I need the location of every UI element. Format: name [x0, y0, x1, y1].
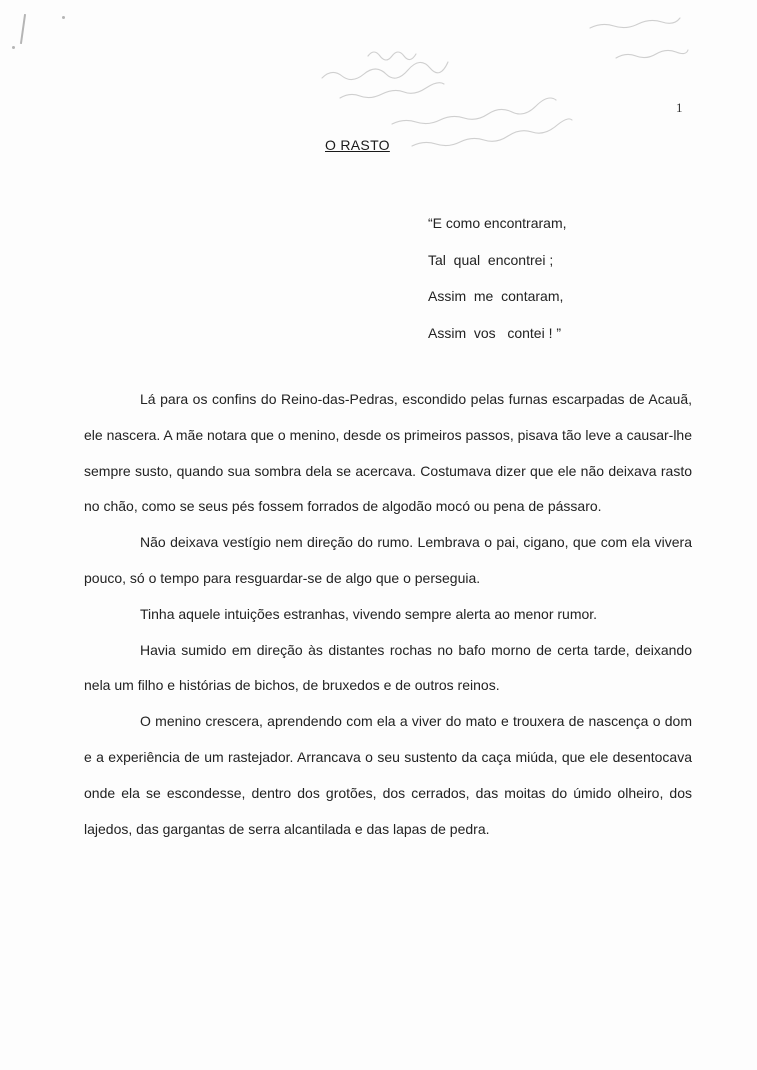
- epigraph-line: Assim me contaram,: [428, 288, 564, 304]
- paragraph: Havia sumido em direção às distantes rochas no bafo morno de certa tarde, deixando nela um filho e histórias de bichos, de bruxedos e de outros reinos.: [84, 641, 692, 694]
- epigraph-line: “E como encontraram,: [428, 215, 567, 231]
- paragraph: Lá para os confins do Reino-das-Pedras, escondido pelas furnas escarpadas de Acauã, ele nascera. A mãe notara que o menino, desde os primeiros passos, pisava tão leve a causar-lhe sempre susto, quando sua sombra dela se acercava. Costumava dizer que ele não deixava rasto no chão, como se seus pés fossem forrados de algodão mocó ou pena de pássaro.: [84, 391, 692, 515]
- paragraph: Tinha aquele intuições estranhas, vivendo sempre alerta ao menor rumor.: [140, 605, 598, 622]
- epigraph: [428, 205, 567, 351]
- page-number: 1: [676, 100, 683, 115]
- page-title: O RASTO: [325, 137, 390, 153]
- paragraph: O menino crescera, aprendendo com ela a viver do mato e trouxera de nascença o dom e a experiência de um rastejador. Arrancava o seu sustento da caça miúda, que ele desentocava onde ela se escondesse, dentro dos grotões, dos cerrados, das moitas do úmido olheiro, dos lajedos, das gargantas de serra alcantilada e das lapas de pedra.: [84, 713, 692, 837]
- paragraph: Não deixava vestígio nem direção do rumo. Lembrava o pai, cigano, que com ela vivera pouco, só o tempo para resguardar-se de algo que o perseguia.: [84, 534, 692, 586]
- epigraph-line: Tal qual encontrei ;: [428, 251, 554, 268]
- story-body: [84, 382, 692, 847]
- pencil-annotation: [0, 0, 757, 160]
- epigraph-line: Assim vos contei ! ”: [428, 324, 562, 341]
